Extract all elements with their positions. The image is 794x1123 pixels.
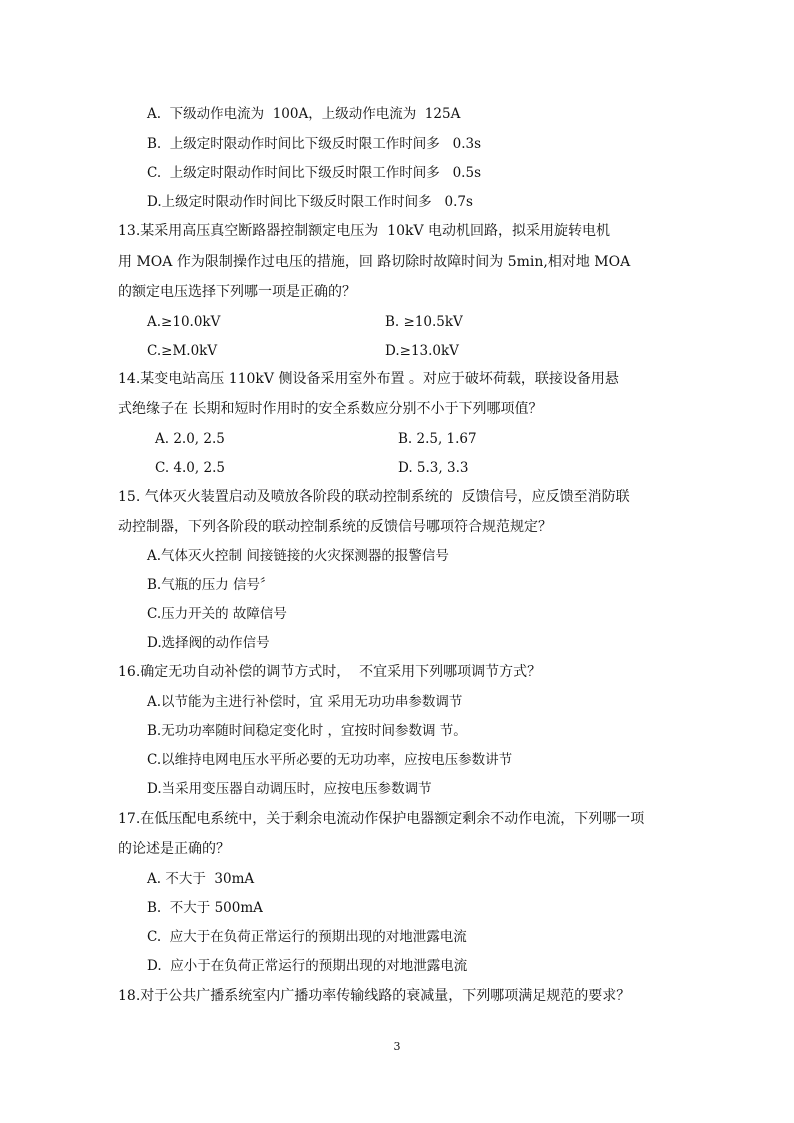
q17-option-d: D. 应小于在负荷正常运行的预期出现的对地泄露电流	[147, 958, 468, 974]
q13-option-d: D.≥13.0kV	[385, 343, 459, 359]
q14-option-c: C. 4.0, 2.5	[155, 460, 225, 476]
q13-stem-line-3: 的额定电压选择下列哪一项是正确的？	[118, 284, 356, 300]
q15-option-b: B.气瓶的压力 信号〞	[147, 577, 274, 593]
q15-stem-line-1: 15. 气体灭火装置启动及喷放各阶段的联动控制系统的 反馈信号，应反馈至消防联	[118, 489, 630, 505]
q18-stem: 18.对于公共广播系统室内广播功率传输线路的衰减量，下列哪项满足规范的要求？	[118, 988, 631, 1004]
q15-stem-line-2: 动控制器，下列各阶段的联动控制系统的反馈信号哪项符合规范规定？	[118, 519, 552, 535]
q14-option-d: D. 5.3, 3.3	[398, 460, 469, 476]
q16-stem: 16.确定无功自动补偿的调节方式时， 不宜采用下列哪项调节方式？	[118, 664, 542, 680]
page-number: 3	[393, 1040, 401, 1053]
q12-option-d: D.上级定时限动作时间比下级反时限工作时间多 0.7s	[147, 194, 473, 210]
q17-stem-line-1: 17.在低压配电系统中，关于剩余电流动作保护电器额定剩余不动作电流，下列哪一项	[118, 811, 645, 827]
q14-stem-line-1: 14.某变电站高压 110kV 侧设备采用室外布置 。对应于破坏荷载，联接设备用悬	[118, 371, 619, 387]
q16-option-c: C.以维持电网电压水平所必要的无功功率，应按电压参数讲节	[147, 752, 513, 768]
q14-stem-line-2: 式绝缘子在 长期和短时作用时的安全系数应分别不小于下列哪项值？	[118, 401, 543, 417]
q13-option-a: A.≥10.0kV	[147, 314, 221, 330]
q13-stem-line-1: 13.某采用高压真空断路器控制额定电压为 10kV 电动机回路，拟采用旋转电机	[118, 223, 611, 239]
q13-option-b: B. ≥10.5kV	[385, 314, 463, 330]
q14-option-a: A. 2.0, 2.5	[155, 431, 225, 447]
q16-option-b: B.无功功率随时间稳定变化时 ，宜按时间参数调 节。	[147, 723, 467, 739]
q16-option-d: D.当采用变压器自动调压时，应按电压参数调节	[147, 781, 432, 797]
q16-option-a: A.以节能为主进行补偿时，宜 采用无功功串参数调节	[147, 694, 463, 710]
q17-option-b: B. 不大于 500mA	[147, 900, 263, 916]
q12-option-b: B. 上级定时限动作时间比下级反时限工作时间多 0.3s	[147, 136, 482, 152]
q13-option-c: C.≥M.0kV	[147, 343, 218, 359]
q17-option-a: A. 不大于 30mA	[147, 871, 255, 887]
q12-option-a: A. 下级动作电流为 100A，上级动作电流为 125A	[147, 106, 461, 122]
q17-stem-line-2: 的论述是正确的？	[118, 841, 230, 857]
q15-option-a: A.气体灭火控制 间接链接的火灾探测器的报警信号	[147, 548, 449, 564]
q13-stem-line-2: 用 MOA 作为限制操作过电压的措施，回 路切除时故障时间为 5min,相对地 MOA	[118, 254, 631, 270]
q14-option-b: B. 2.5, 1.67	[398, 431, 477, 447]
q12-option-c: C. 上级定时限动作时间比下级反时限工作时间多 0.5s	[147, 165, 481, 181]
q15-option-d: D.选择阀的动作信号	[147, 635, 270, 651]
q17-option-c: C. 应大于在负荷正常运行的预期出现的对地泄露电流	[147, 929, 467, 945]
q15-option-c: C.压力开关的 故障信号	[147, 606, 287, 622]
